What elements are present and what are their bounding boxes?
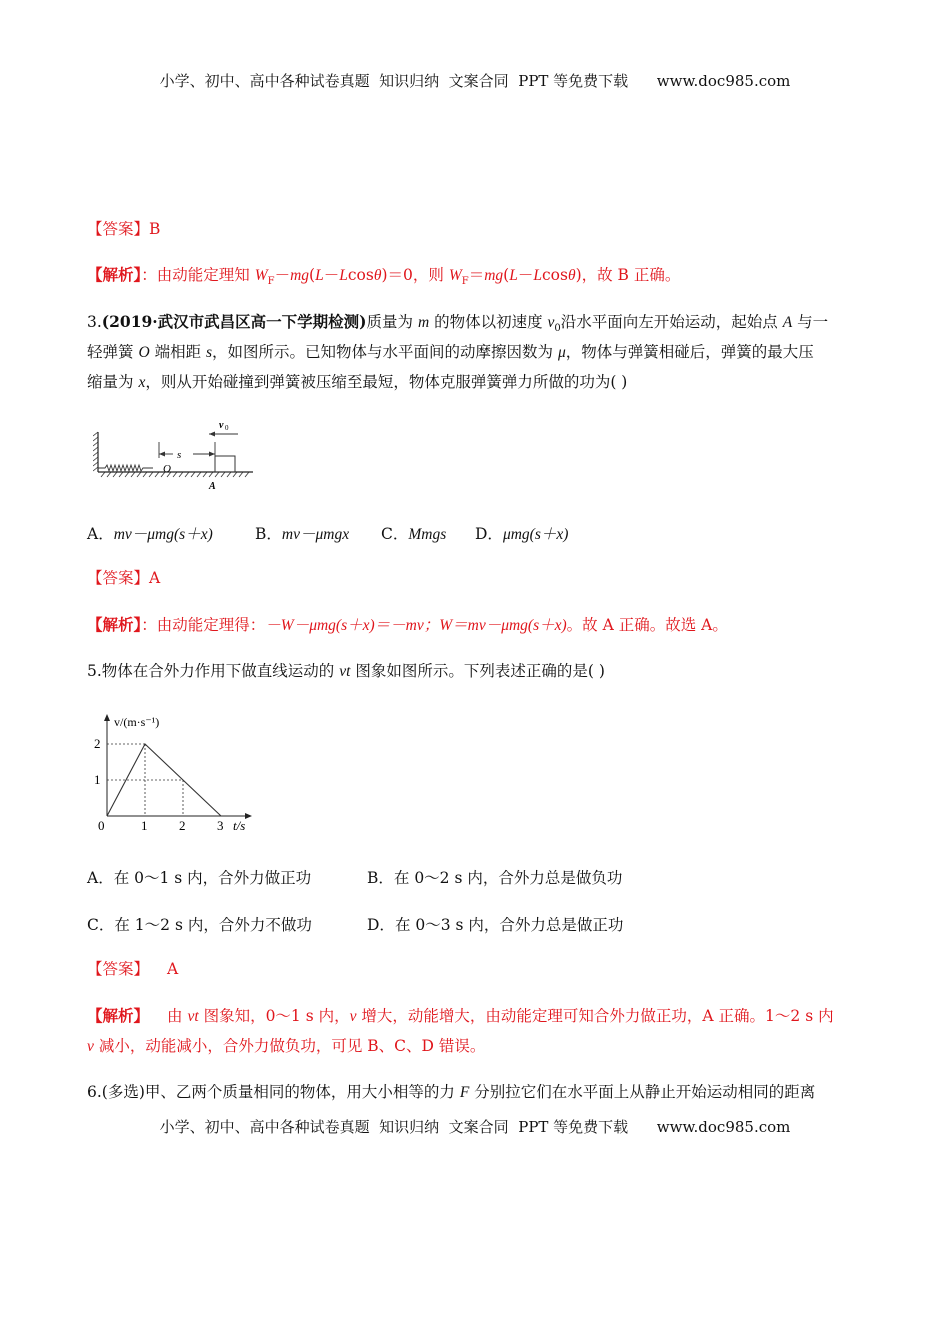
answer-value: A — [167, 960, 179, 978]
math-var: vt — [187, 1008, 199, 1025]
page-header: 小学、初中、高中各种试卷真题 知识归纳 文案合同 PPT 等免费下载 www.doc985.com — [159, 72, 791, 90]
q3-option-a[interactable] — [87, 522, 213, 544]
option-label: A． — [87, 869, 114, 887]
math-var: mg — [290, 267, 310, 284]
stem-text: ，则从开始碰撞到弹簧被压缩至最短，物体克服弹簧弹力所做的功为( ) — [145, 373, 628, 391]
label-v0: v — [219, 420, 224, 431]
stem-text: 缩量为 — [87, 373, 139, 391]
analysis-text: cos — [541, 266, 568, 284]
analysis-text: 增大，动能增大，由动能定理可知合外力做正功，A 正确。1～2 s 内 — [356, 1007, 834, 1025]
math-var: m — [417, 314, 430, 331]
option-text: 在 0～1 s 内，合外力做正功 — [113, 869, 312, 887]
math-var: mg — [484, 267, 504, 284]
q2-analysis — [87, 265, 680, 292]
math-var: L — [509, 267, 518, 284]
analysis-label: 【解析】 — [87, 265, 142, 284]
stem-text: 的物体以初速度 — [429, 313, 548, 331]
stem-text: 沿水平面向左开始运动，起始点 — [560, 313, 783, 331]
q3-options — [87, 522, 887, 544]
analysis-label: 【解析】 — [87, 1006, 150, 1025]
math-sub: 0 — [554, 323, 561, 335]
q6-stem — [87, 1082, 815, 1103]
spring-icon — [98, 465, 153, 471]
math-var: A — [782, 314, 793, 331]
option-label: D． — [367, 916, 395, 934]
option-label: C． — [381, 525, 409, 543]
option-label: B． — [255, 525, 282, 543]
math-var: O — [138, 344, 150, 361]
vt-chart — [90, 712, 260, 832]
analysis-label: 【解析】 — [87, 615, 142, 634]
answer-label: 【答案】 — [87, 569, 150, 587]
analysis-text: ( — [503, 266, 510, 284]
q5-answer — [87, 959, 178, 979]
math-var: W — [448, 267, 462, 284]
analysis-math: －W－μmg(s＋x)＝－mv；W＝mv－μmg(s＋x) — [265, 617, 567, 634]
x-axis-label: t/s — [233, 818, 246, 832]
page-footer: 小学、初中、高中各种试卷真题 知识归纳 文案合同 PPT 等免费下载 www.doc985.com — [159, 1118, 791, 1136]
math-var: x — [138, 374, 146, 391]
analysis-text: 图象知，0～1 s 内， — [198, 1007, 350, 1025]
option-text: μmg(s＋x) — [502, 526, 569, 543]
y-axis-label: v/(m·s⁻¹) — [114, 715, 160, 729]
math-sub: F — [267, 276, 275, 288]
option-label: C． — [87, 916, 115, 934]
analysis-text: ＝ — [468, 266, 485, 284]
q3-stem-line3 — [87, 372, 627, 393]
math-var: F — [459, 1084, 470, 1101]
analysis-text: ：由动能定理知 — [141, 266, 255, 284]
option-text: mv－μmg(s＋x) — [113, 526, 213, 543]
analysis-text: － — [323, 266, 340, 284]
analysis-text: cos — [347, 266, 374, 284]
question-source: (2019·武汉市武昌区高一下学期检测) — [101, 312, 367, 331]
analysis-text: － — [517, 266, 534, 284]
stem-text: 轻弹簧 — [87, 343, 139, 361]
stem-text: ，如图所示。已知物体与水平面间的动摩擦因数为 — [212, 343, 558, 361]
x-tick: 3 — [217, 818, 224, 832]
analysis-text: 。故 A 正确。故选 A。 — [566, 616, 728, 634]
label-a: A — [209, 481, 216, 492]
stem-text: 质量为 — [366, 313, 418, 331]
answer-value: B — [149, 220, 161, 238]
stem-text: 与一 — [792, 313, 829, 331]
option-text: 在 0～2 s 内，合外力总是做负功 — [393, 869, 623, 887]
stem-text: 分别拉它们在水平面上从静止开始运动相同的距离 — [469, 1083, 816, 1101]
q3-option-d[interactable] — [475, 522, 568, 544]
label-o: O — [163, 463, 171, 475]
math-var: W — [254, 267, 268, 284]
stem-text: 端相距 — [149, 343, 206, 361]
analysis-text: )，故 B 正确。 — [575, 266, 681, 284]
analysis-text: )＝0，则 — [381, 266, 449, 284]
stem-text: ，物体与弹簧相碰后，弹簧的最大压 — [565, 343, 814, 361]
question-number: 3. — [87, 313, 102, 331]
q2-answer — [87, 219, 160, 239]
option-label: B． — [367, 869, 394, 887]
q5-stem — [87, 661, 605, 682]
label-v0-sub: 0 — [225, 424, 229, 432]
math-var: θ — [373, 267, 382, 284]
math-var: L — [339, 267, 348, 284]
q5-analysis-line2 — [87, 1036, 485, 1057]
math-sub: F — [461, 276, 469, 288]
stem-text: 图象如图所示。下列表述正确的是( ) — [350, 662, 605, 680]
option-label: A． — [87, 525, 114, 543]
q3-analysis — [87, 615, 728, 636]
analysis-text: ：由动能定理得： — [141, 616, 266, 634]
option-text: Mmgs — [408, 526, 447, 543]
x-tick: 1 — [141, 818, 148, 832]
answer-value: A — [149, 569, 161, 587]
x-tick: 0 — [98, 818, 105, 832]
question-number: 5. — [87, 662, 102, 680]
stem-text: 物体在合外力作用下做直线运动的 — [101, 662, 340, 680]
option-label: D． — [475, 525, 503, 543]
option-text: 在 0～3 s 内，合外力总是做正功 — [394, 916, 624, 934]
label-s: s — [177, 449, 182, 461]
option-text: 在 1～2 s 内，合外力不做功 — [114, 916, 312, 934]
analysis-text: 减小，动能减小，合外力做负功，可见 B、C、D 错误。 — [93, 1037, 486, 1055]
analysis-text: ( — [309, 266, 316, 284]
math-var: L — [315, 267, 324, 284]
question-number: 6. — [87, 1083, 102, 1101]
q5-option-d[interactable] — [367, 913, 623, 935]
math-var: L — [533, 267, 542, 284]
q3-answer — [87, 568, 160, 588]
y-tick: 2 — [94, 736, 101, 751]
answer-label: 【答案】 — [87, 960, 150, 978]
q5-option-c[interactable] — [87, 913, 312, 935]
math-var: vt — [339, 663, 351, 680]
x-tick: 2 — [179, 818, 186, 832]
math-var: v — [87, 1038, 94, 1055]
math-var: v — [349, 1008, 357, 1025]
q3-stem-line1 — [87, 312, 828, 339]
analysis-text: 由 — [167, 1007, 188, 1025]
math-var: v — [547, 314, 555, 331]
q5-option-b[interactable] — [367, 866, 622, 888]
q3-option-b[interactable] — [255, 522, 349, 544]
q5-analysis-line1 — [87, 1006, 834, 1027]
stem-text: (多选)甲、乙两个质量相同的物体，用大小相等的力 — [101, 1083, 460, 1101]
spring-block-diagram — [93, 416, 258, 494]
option-text: mv－μmgx — [281, 526, 350, 543]
answer-label: 【答案】 — [87, 220, 150, 238]
q3-stem-line2 — [87, 342, 814, 363]
math-var: s — [206, 344, 213, 361]
q5-options-row1 — [87, 866, 887, 888]
math-var: μ — [557, 344, 566, 361]
y-tick: 1 — [94, 772, 101, 787]
q5-options-row2 — [87, 913, 887, 935]
math-var: θ — [567, 267, 576, 284]
q5-option-a[interactable] — [87, 866, 311, 888]
analysis-text: － — [274, 266, 291, 284]
q3-option-c[interactable] — [381, 522, 446, 544]
